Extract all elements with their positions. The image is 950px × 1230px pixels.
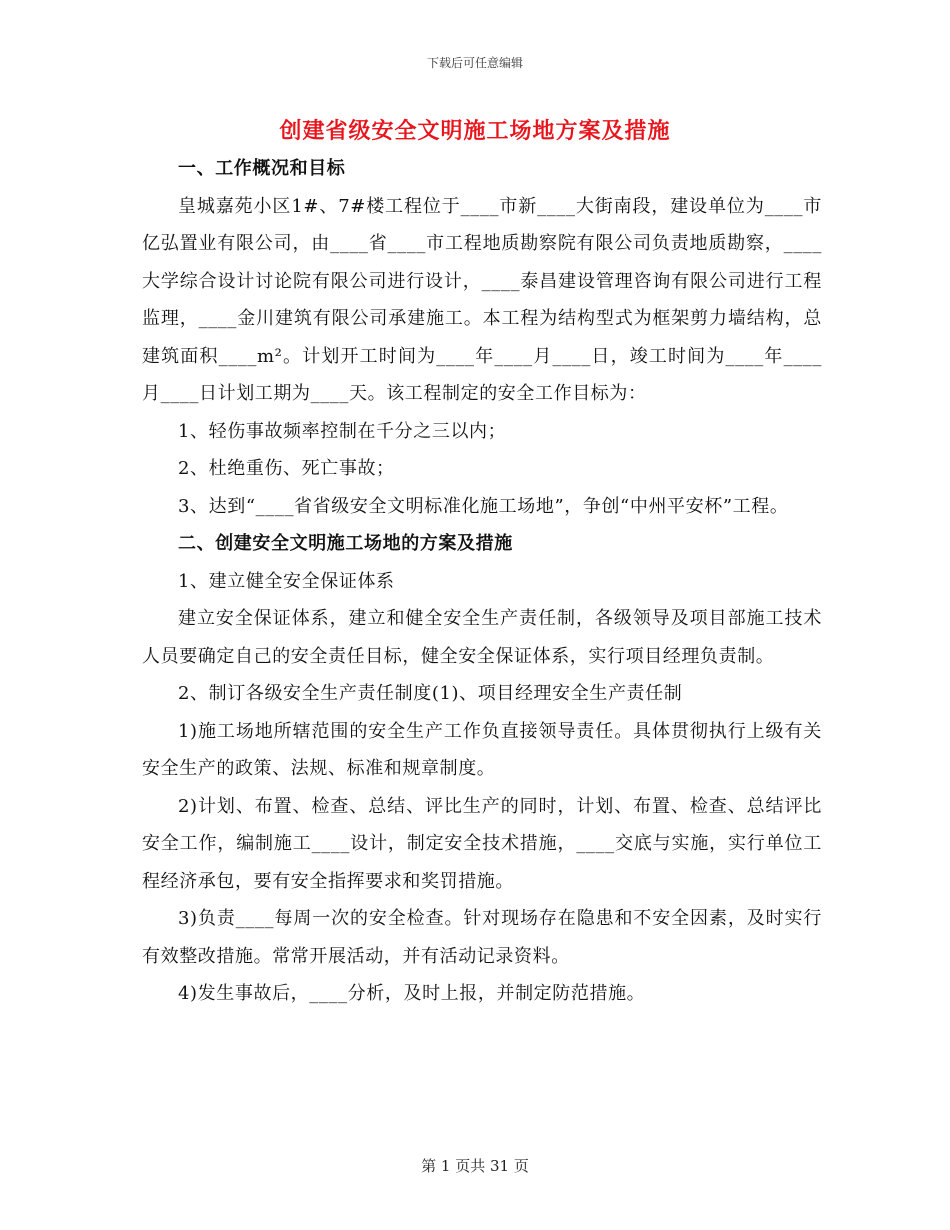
goal-item-2: 2、杜绝重伤、死亡事故；: [178, 458, 395, 479]
responsibility-item-2: 2)计划、布置、检查、总结、评比生产的同时，计划、布置、检查、总结评比安全工作，编制施工____设计，制定安全技术措施，____交底与实施，实行单位工程经济承包，要有安全指挥要求和奖罚措施。: [142, 795, 822, 892]
responsibility-item-3: 3)负责____每周一次的安全检查。针对现场存在隐患和不安全因素，及时实行有效整改措施。常常开展活动，并有活动记录资料。: [142, 908, 822, 967]
page-number: 第 1 页共 31 页: [421, 1157, 529, 1175]
goal-item-1: 1、轻伤事故频率控制在千分之三以内；: [178, 420, 507, 442]
document-title: 创建省级安全文明施工场地方案及措施: [279, 118, 671, 144]
paragraph-project-overview: 皇城嘉苑小区1#、7#楼工程位于____市新____大街南段，建设单位为____市亿弘置业有限公司，由____省____市工程地质勘察院有限公司负责地质勘察，____大学综合设计讨论院有限公司进行设计，____泰昌建设管理咨询有限公司进行工程监理，____金川建筑有限公司承建施工。本工程为结构型式为框架剪力墙结构，总建筑面积____m²。计划开工时间为____年____月____日，竣工时间为____年____月____日计划工期为____天。该工程制定的安全工作目标为：: [142, 195, 822, 404]
document-body: [142, 150, 822, 1013]
responsibility-item-1: 1)施工场地所辖范围的安全生产工作负直接领导责任。具体贯彻执行上级有关安全生产的政策、法规、标准和规章制度。: [142, 720, 822, 779]
subsection-heading-2: 2、制订各级安全生产责任制度(1)、项目经理安全生产责任制: [178, 683, 683, 704]
header-note: 下载后可任意编辑: [426, 56, 523, 70]
section-heading-2: 二、创建安全文明施工场地的方案及措施: [178, 533, 513, 554]
paragraph-safety-system: 建立安全保证体系，建立和健全安全生产责任制，各级领导及项目部施工技术人员要确定自己的安全责任目标，健全安全保证体系，实行项目经理负责制。: [142, 608, 822, 667]
goal-item-3: 3、达到“____省省级安全文明标准化施工场地”，争创“中州平安杯”工程。: [178, 495, 789, 517]
responsibility-item-4: 4)发生事故后，____分析，及时上报，并制定防范措施。: [178, 983, 646, 1004]
section-heading-1: 一、工作概况和目标: [178, 158, 346, 179]
subsection-heading-1: 1、建立健全安全保证体系: [178, 570, 395, 592]
